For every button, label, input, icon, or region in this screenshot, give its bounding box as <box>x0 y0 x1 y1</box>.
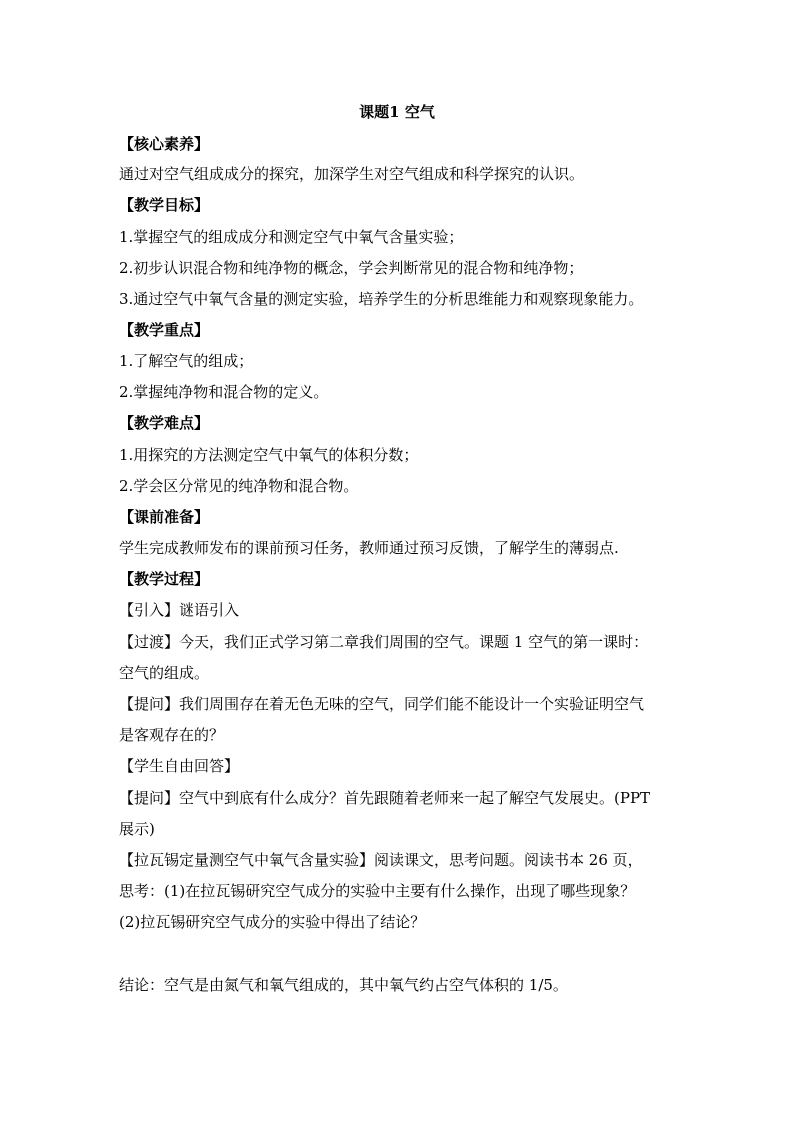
paragraph-line: 展示) <box>119 820 155 838</box>
paragraph-line: 1.用探究的方法测定空气中氧气的体积分数； <box>119 446 419 464</box>
paragraph-line: 3.通过空气中氧气含量的测定实验，培养学生的分析思维能力和观察现象能力。 <box>119 290 644 308</box>
paragraph-line: 2.学会区分常见的纯净物和混合物。 <box>119 477 359 495</box>
paragraph-line: 2.初步认识混合物和纯净物的概念，学会判断常见的混合物和纯净物； <box>119 259 584 277</box>
paragraph-line: 学生完成教师发布的课前预习任务，教师通过预习反馈，了解学生的薄弱点. <box>119 539 619 557</box>
paragraph-line: 2.掌握纯净物和混合物的定义。 <box>119 383 329 401</box>
paragraph-line: 思考：(1)在拉瓦锡研究空气成分的实验中主要有什么操作，出现了哪些现象？ <box>119 882 636 900</box>
paragraph-line: 【提问】我们周围存在着无色无味的空气，同学们能不能设计一个实验证明空气 <box>119 695 645 713</box>
conclusion-line: 结论：空气是由氮气和氧气组成的，其中氧气约占空气体积的 1/5。 <box>119 976 568 994</box>
paragraph-line: 【引入】谜语引入 <box>119 601 240 619</box>
section-heading-process: 【教学过程】 <box>119 570 210 588</box>
paragraph-line: (2)拉瓦锡研究空气成分的实验中得出了结论？ <box>119 913 426 931</box>
section-heading-key-points: 【教学重点】 <box>119 321 210 339</box>
paragraph-line: 1.掌握空气的组成成分和测定空气中氧气含量实验； <box>119 228 464 246</box>
section-heading-teaching-goals: 【教学目标】 <box>119 196 210 214</box>
paragraph-line: 是客观存在的？ <box>119 726 225 744</box>
section-heading-core-literacy: 【核心素养】 <box>119 135 210 153</box>
paragraph-line: 通过对空气组成成分的探究，加深学生对空气组成和科学探究的认识。 <box>119 165 585 183</box>
paragraph-line: 【学生自由回答】 <box>119 757 240 775</box>
paragraph-line: 空气的组成。 <box>119 664 210 682</box>
paragraph-line: 【拉瓦锡定量测空气中氧气含量实验】阅读课文，思考问题。阅读书本 26 页， <box>119 851 643 869</box>
section-heading-difficulties: 【教学难点】 <box>119 414 210 432</box>
paragraph-line: 1.了解空气的组成； <box>119 352 254 370</box>
section-heading-preparation: 【课前准备】 <box>119 508 210 526</box>
paragraph-line: 【提问】空气中到底有什么成分？首先跟随着老师来一起了解空气发展史。(PPT <box>119 789 651 807</box>
page-title: 课题1 空气 <box>359 103 435 121</box>
paragraph-line: 【过渡】今天，我们正式学习第二章我们周围的空气。课题 1 空气的第一课时： <box>119 633 649 651</box>
